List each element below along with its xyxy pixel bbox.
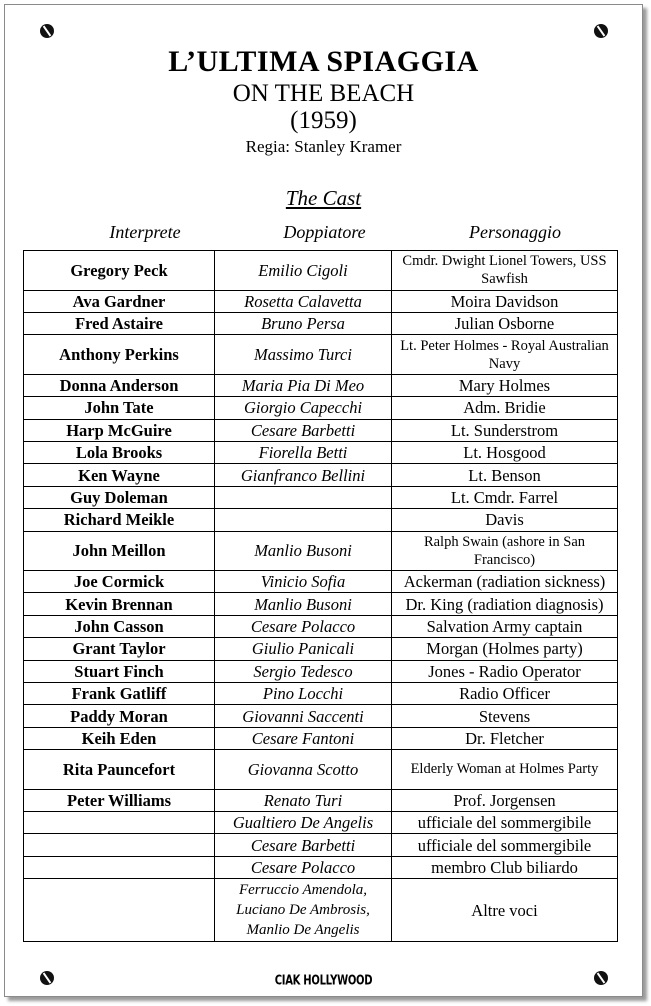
table-row [24,531,618,571]
cast-actor-cell: Rita Pauncefort [24,750,215,790]
cast-dubber-cell: Cesare Polacco [215,856,392,878]
cast-character-cell: Ackerman (radiation sickness) [392,571,618,593]
cast-character-cell: Lt. Benson [392,464,618,486]
cast-dubber-cell: Rosetta Calavetta [215,290,392,312]
cast-character-cell: Lt. Peter Holmes - Royal Australian Navy [392,335,618,375]
screw-icon [40,24,54,38]
film-director: Regia: Stanley Kramer [245,137,402,156]
cast-character-cell: Davis [392,509,618,531]
film-title: L’ULTIMA SPIAGGIA [168,45,479,78]
ciak-hollywood-logo: CIAK HOLLYWOOD [274,974,373,989]
cast-dubber-cell: Gianfranco Bellini [215,464,392,486]
cast-actor-cell: Kevin Brennan [24,593,215,615]
cast-dubber-cell: Giorgio Capecchi [215,397,392,419]
film-header [5,45,642,157]
cast-dubber-cell: Manlio Busoni [215,593,392,615]
cast-dubber-cell: Giovanni Saccenti [215,705,392,727]
table-row [24,335,618,375]
cast-dubber-cell: Emilio Cigoli [215,251,392,291]
cast-character-cell: Moira Davidson [392,290,618,312]
cast-character-cell: Altre voci [392,879,618,942]
cast-character-cell: Salvation Army captain [392,615,618,637]
cast-character-cell: Lt. Sunderstrom [392,419,618,441]
cast-actor-cell: Fred Astaire [24,312,215,334]
cast-character-cell: Jones - Radio Operator [392,660,618,682]
column-header-actor: Interprete [109,222,181,242]
cast-actor-cell: Ava Gardner [24,290,215,312]
cast-actor-cell: Harp McGuire [24,419,215,441]
table-row [24,397,618,419]
cast-heading: The Cast [285,186,362,210]
table-row [24,638,618,660]
table-row [24,727,618,749]
cast-dubber-cell [215,486,392,508]
table-row [24,856,618,878]
cast-actor-cell: Paddy Moran [24,705,215,727]
cast-dubber-cell [215,509,392,531]
cast-character-cell: Dr. King (radiation diagnosis) [392,593,618,615]
cast-character-cell: membro Club biliardo [392,856,618,878]
poster-card [4,4,643,997]
cast-dubber-cell: Renato Turi [215,789,392,811]
cast-dubber-cell: Vinicio Sofia [215,571,392,593]
cast-actor-cell: Keih Eden [24,727,215,749]
cast-dubber-cell: Giulio Panicali [215,638,392,660]
cast-character-cell: Adm. Bridie [392,397,618,419]
cast-character-cell: Dr. Fletcher [392,727,618,749]
cast-actor-cell: Gregory Peck [24,251,215,291]
table-row [24,834,618,856]
cast-dubber-cell: Massimo Turci [215,335,392,375]
cast-actor-cell: Stuart Finch [24,660,215,682]
cast-actor-cell: Anthony Perkins [24,335,215,375]
cast-dubber-cell: Cesare Fantoni [215,727,392,749]
cast-character-cell: Morgan (Holmes party) [392,638,618,660]
table-row [24,251,618,291]
table-row [24,660,618,682]
column-header-character: Personaggio [469,222,561,242]
cast-actor-cell [24,834,215,856]
column-header-dubber: Doppiatore [283,222,366,242]
cast-dubber-cell: Pino Locchi [215,682,392,704]
cast-character-cell: Lt. Hosgood [392,441,618,463]
cast-actor-cell: Richard Meikle [24,509,215,531]
table-row [24,486,618,508]
cast-character-cell: ufficiale del sommergibile [392,812,618,834]
cast-dubber-cell: Cesare Polacco [215,615,392,637]
cast-actor-cell: Frank Gatliff [24,682,215,704]
cast-character-cell: Radio Officer [392,682,618,704]
cast-character-cell: Stevens [392,705,618,727]
table-row [24,789,618,811]
cast-character-cell: Elderly Woman at Holmes Party [392,750,618,790]
cast-character-cell: Julian Osborne [392,312,618,334]
cast-actor-cell: John Meillon [24,531,215,571]
cast-dubber-cell: Maria Pia Di Meo [215,374,392,396]
cast-character-cell: Lt. Cmdr. Farrel [392,486,618,508]
cast-character-cell: Prof. Jorgensen [392,789,618,811]
film-original-title: ON THE BEACH [232,80,415,107]
film-year: (1959) [290,107,357,134]
table-row [24,290,618,312]
cast-character-cell: Cmdr. Dwight Lionel Towers, USS Sawfish [392,251,618,291]
cast-dubber-cell: Cesare Barbetti [215,419,392,441]
table-row [24,879,618,942]
table-row [24,705,618,727]
cast-actor-cell: Joe Cormick [24,571,215,593]
cast-dubber-cell: Bruno Persa [215,312,392,334]
cast-dubber-cell: Cesare Barbetti [215,834,392,856]
cast-dubber-cell: Giovanna Scotto [215,750,392,790]
table-row [24,593,618,615]
table-row [24,812,618,834]
cast-dubber-cell: Sergio Tedesco [215,660,392,682]
cast-actor-cell [24,856,215,878]
table-row [24,509,618,531]
table-row [24,615,618,637]
cast-actor-cell [24,812,215,834]
cast-dubber-cell: Ferruccio Amendola, Luciano De Ambrosis, Manlio De Angelis [215,879,392,942]
table-row [24,441,618,463]
cast-actor-cell: John Casson [24,615,215,637]
screw-icon [594,24,608,38]
cast-dubber-cell: Gualtiero De Angelis [215,812,392,834]
table-row [24,419,618,441]
cast-actor-cell: Donna Anderson [24,374,215,396]
table-row [24,312,618,334]
table-row [24,571,618,593]
cast-dubber-cell: Manlio Busoni [215,531,392,571]
cast-actor-cell: Lola Brooks [24,441,215,463]
cast-table [23,250,618,942]
cast-character-cell: ufficiale del sommergibile [392,834,618,856]
table-row [24,464,618,486]
table-row [24,374,618,396]
cast-actor-cell: Grant Taylor [24,638,215,660]
cast-actor-cell: Peter Williams [24,789,215,811]
table-row [24,682,618,704]
cast-actor-cell [24,879,215,942]
cast-character-cell: Ralph Swain (ashore in San Francisco) [392,531,618,571]
cast-actor-cell: John Tate [24,397,215,419]
table-row [24,750,618,790]
cast-character-cell: Mary Holmes [392,374,618,396]
cast-actor-cell: Guy Doleman [24,486,215,508]
cast-dubber-cell: Fiorella Betti [215,441,392,463]
cast-actor-cell: Ken Wayne [24,464,215,486]
